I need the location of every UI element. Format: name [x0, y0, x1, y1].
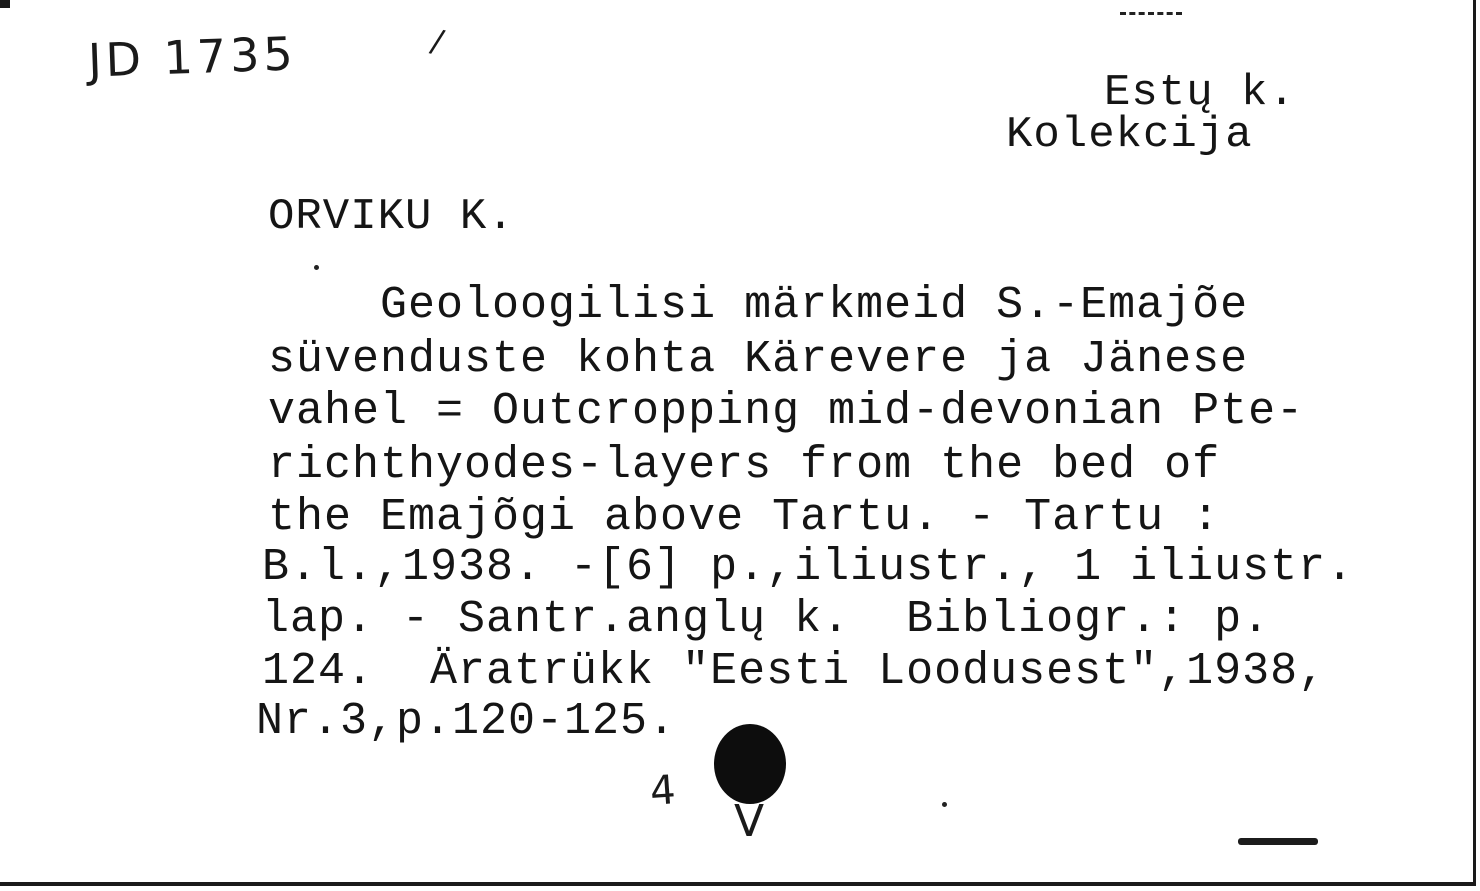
corner-mark — [0, 0, 10, 8]
ink-blot — [714, 724, 786, 804]
top-dash-mark — [1120, 12, 1182, 15]
entry-text — [256, 280, 1355, 747]
entry-line: richthyodes-layers from the bed of — [268, 440, 1221, 491]
entry-line: the Emajõgi above Tartu. - Tartu : — [268, 492, 1221, 543]
collection-line-2: Kolekcija — [1006, 110, 1253, 160]
bottom-ink-bar — [1238, 838, 1318, 845]
ink-dot — [314, 265, 319, 270]
handwritten-mark: V — [734, 796, 765, 847]
entry-line: Geoloogilisi märkmeid S.-Emajõe — [268, 280, 1249, 331]
handwritten-number: 4 — [648, 767, 678, 815]
entry-line: lap. - Santr.anglų k. Bibliogr.: p. — [262, 594, 1271, 645]
call-number: JD 1735 — [87, 26, 298, 88]
entry-line: B.l.,1938. -[6] p.,iliustr., 1 iliustr. — [262, 542, 1355, 593]
collection-line-1: Estų k. — [1104, 68, 1296, 118]
entry-line: vahel = Outcropping mid-devonian Pte- — [268, 386, 1305, 437]
entry-line: 124. Äratrükk "Eesti Loodusest",1938, — [262, 646, 1327, 697]
ink-dot — [942, 802, 947, 807]
tick-mark: / — [427, 21, 448, 61]
entry-line: Nr.3,p.120-125. — [256, 696, 677, 747]
entry-line: süvenduste kohta Kärevere ja Jänese — [268, 334, 1249, 385]
author-heading: ORVIKU K. — [268, 192, 515, 242]
